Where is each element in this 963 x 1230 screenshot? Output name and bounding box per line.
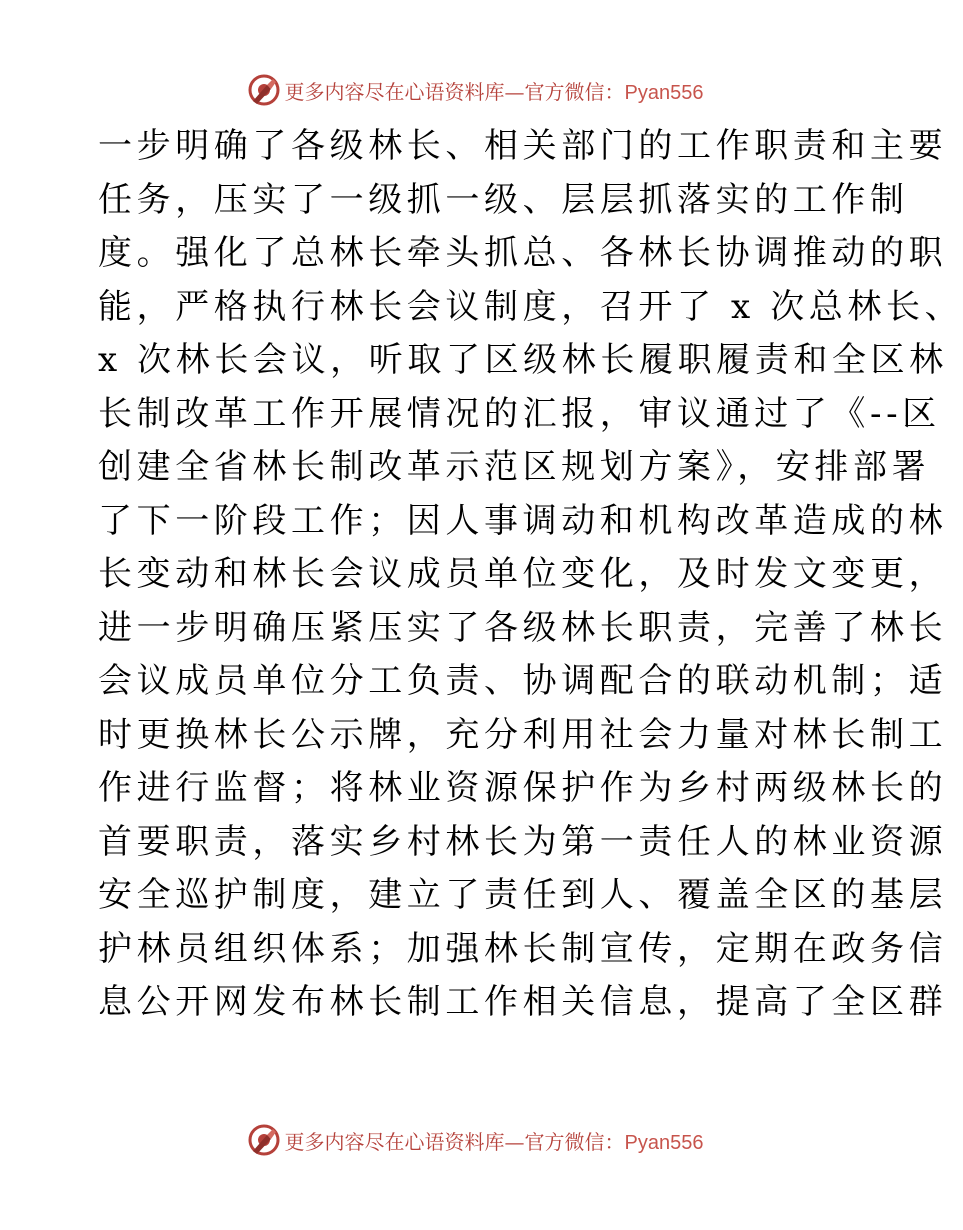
body-text-line: 了下一阶段工作；因人事调动和机构改革造成的林 [98,500,948,541]
body-text-line: 安全巡护制度，建立了责任到人、覆盖全区的基层 [98,875,948,915]
footer-banner-text [285,1126,704,1155]
body-text-line: 任务，压实了一级抓一级、层层抓落实的工作制 [98,179,909,220]
body-text-line: 息公开网发布林长制工作相关信息，提高了全区群 [98,982,948,1022]
body-text-line: 长变动和林长会议成员单位变化，及时发文变更， [98,554,948,594]
header-banner-wechat-id: Pyan556 [624,81,704,104]
footer-banner-wechat-id: Pyan556 [624,1131,704,1154]
header-banner-label: 更多内容尽在心语资料库—官方微信： [284,79,625,104]
body-text-line: 进一步明确压紧压实了各级林长职责，完善了林长 [98,607,948,648]
body-text-line: 首要职责，落实乡村林长为第一责任人的林业资源 [98,821,948,862]
body-text-line: x 次林长会议，听取了区级林长履职履责和全区林 [98,340,948,380]
pen-logo-icon [247,73,281,107]
body-text-line: 一步明确了各级林长、相关部门的工作职责和主要 [98,126,948,166]
body-text-line: 护林员组织体系；加强林长制宣传，定期在政务信 [98,928,948,969]
body-text-line: 时更换林长公示牌，充分利用社会力量对林长制工 [98,714,948,755]
footer-banner-label: 更多内容尽在心语资料库—官方微信： [284,1129,625,1154]
body-text-line: 创建全省林长制改革示范区规划方案》，安排部署 [98,447,931,487]
footer-banner [0,1120,950,1160]
body-text-line: 作进行监督；将林业资源保护作为乡村两级林长的 [98,768,948,808]
document-body [98,120,963,1030]
pen-logo-icon [247,1123,281,1157]
body-text-line: 长制改革工作开展情况的汇报，审议通过了《--区 [98,393,941,434]
body-text-line: 会议成员单位分工负责、协调配合的联动机制；适 [98,661,948,701]
header-banner-text [285,76,704,105]
body-text-line: 度。强化了总林长牵头抓总、各林长协调推动的职 [98,233,948,273]
body-text-line: 能，严格执行林长会议制度，召开了 x 次总林长、 [98,286,963,327]
header-banner [0,70,950,110]
